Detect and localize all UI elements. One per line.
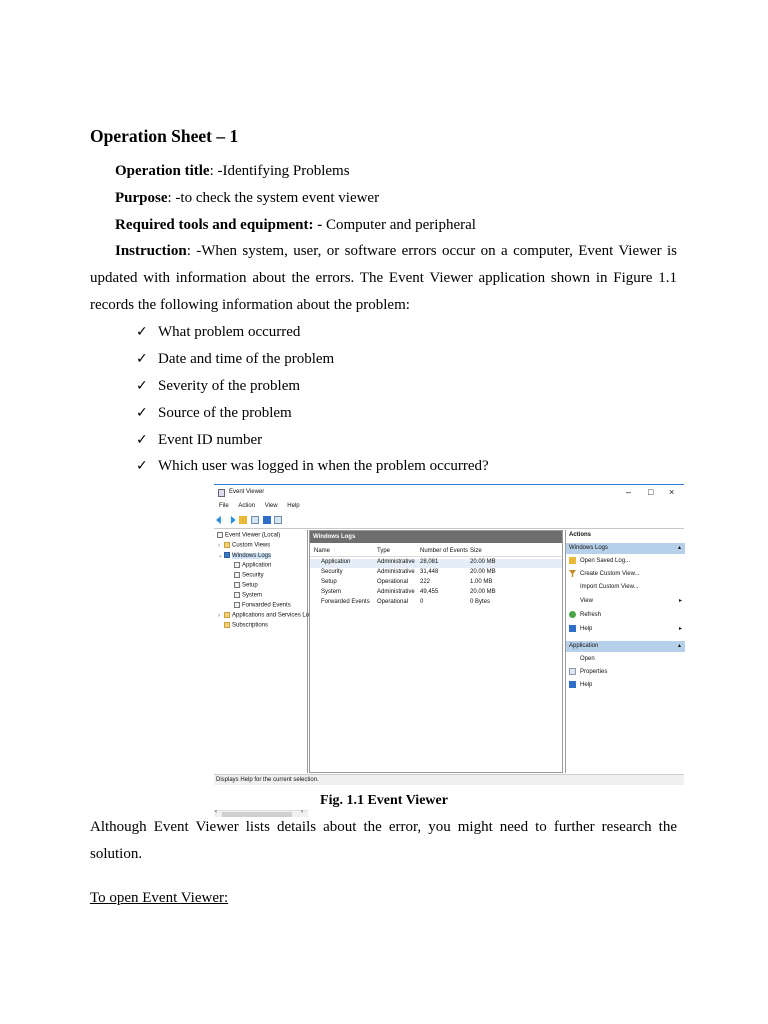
computer-icon bbox=[217, 532, 223, 538]
open-folder-icon bbox=[569, 557, 576, 564]
checklist-item: ✓ Source of the problem bbox=[136, 400, 292, 427]
action-view[interactable]: View ▸ bbox=[569, 597, 593, 604]
blank-icon bbox=[569, 583, 576, 590]
purpose-text: : -to check the system event viewer bbox=[167, 190, 380, 206]
submenu-arrow-icon: ▸ bbox=[679, 598, 683, 604]
action-help[interactable]: Help ▸ bbox=[569, 625, 592, 632]
tree-item-applications-services[interactable]: › Applications and Services Lo bbox=[218, 612, 310, 619]
center-pane-header: Windows Logs bbox=[310, 531, 562, 543]
pane-icon[interactable] bbox=[274, 516, 282, 524]
action-import-custom-view[interactable]: Import Custom View... bbox=[569, 583, 639, 590]
checklist-item: ✓ Severity of the problem bbox=[136, 373, 300, 400]
tree-item-windows-logs[interactable]: ⌄ Windows Logs bbox=[218, 553, 272, 559]
tools-line bbox=[115, 212, 476, 239]
title-bar bbox=[214, 485, 684, 501]
checklist-item: ✓ Event ID number bbox=[136, 427, 262, 454]
toolbar bbox=[216, 516, 284, 528]
back-arrow-icon[interactable] bbox=[216, 516, 224, 524]
center-pane bbox=[309, 530, 563, 773]
checklist-item: ✓ Date and time of the problem bbox=[136, 346, 334, 373]
table-row[interactable]: Forwarded Events Operational 0 0 Bytes bbox=[321, 599, 491, 605]
instruction-line-1 bbox=[115, 238, 677, 265]
table-row[interactable]: System Administrative 49,455 20.00 MB bbox=[321, 589, 496, 595]
window-title: Event Viewer bbox=[229, 489, 265, 495]
tree-item-security[interactable]: Security bbox=[234, 572, 264, 579]
table-row[interactable]: Security Administrative 31,448 20.00 MB bbox=[321, 569, 496, 575]
checklist-item: ✓ Which user was logged in when the problem occurred? bbox=[136, 453, 489, 480]
followup-line-1: Although Event Viewer lists details about the error, you might need to further research the bbox=[90, 819, 677, 835]
submenu-arrow-icon: ▸ bbox=[679, 626, 683, 632]
scroll-left-arrow[interactable]: ‹ bbox=[215, 809, 217, 815]
table-row[interactable]: Application Administrative 28,081 20.00 MB bbox=[321, 559, 496, 565]
checkmark-icon: ✓ bbox=[136, 405, 148, 421]
log-icon bbox=[234, 592, 240, 598]
operation-title-text: : -Identifying Problems bbox=[209, 163, 350, 179]
actions-group-windows-logs[interactable]: Windows Logs ▴ bbox=[566, 543, 685, 554]
tools-text: Computer and peripheral bbox=[322, 217, 476, 233]
console-icon[interactable] bbox=[251, 516, 259, 524]
checkmark-icon: ✓ bbox=[136, 458, 148, 474]
tree-item-setup[interactable]: Setup bbox=[234, 582, 258, 589]
maximize-button[interactable]: □ bbox=[648, 487, 654, 497]
collapse-icon[interactable]: ▴ bbox=[677, 545, 681, 551]
column-type[interactable]: Type bbox=[377, 548, 391, 554]
column-number-of-events[interactable]: Number of Events bbox=[420, 548, 469, 554]
checkmark-icon: ✓ bbox=[136, 351, 148, 367]
help-icon[interactable] bbox=[263, 516, 271, 524]
folder-icon bbox=[224, 542, 230, 548]
instruction-line-2: updated with information about the errors. The Event Viewer application shown in Figure 1.1 bbox=[90, 270, 677, 286]
help-icon bbox=[569, 681, 576, 688]
actions-header: Actions bbox=[569, 532, 592, 538]
menu-file[interactable]: File bbox=[219, 503, 229, 509]
tree-item-system[interactable]: System bbox=[234, 592, 262, 599]
blank-icon bbox=[569, 597, 576, 604]
refresh-icon bbox=[569, 611, 576, 618]
column-name[interactable]: Name bbox=[314, 548, 331, 554]
instruction-line-3: records the following information about the problem: bbox=[90, 297, 410, 313]
checkmark-icon: ✓ bbox=[136, 378, 148, 394]
logs-folder-icon bbox=[224, 552, 230, 558]
toolbar-divider bbox=[214, 528, 684, 529]
menu-action[interactable]: Action bbox=[238, 503, 256, 509]
checklist-item: ✓ What problem occurred bbox=[136, 319, 300, 346]
checkmark-icon: ✓ bbox=[136, 324, 148, 340]
minimize-button[interactable]: – bbox=[626, 487, 632, 497]
followup-line-2: solution. bbox=[90, 846, 143, 862]
blank-icon bbox=[569, 655, 576, 662]
tree-item-forwarded-events[interactable]: Forwarded Events bbox=[234, 602, 291, 609]
open-event-viewer-heading: To open Event Viewer: bbox=[90, 890, 229, 906]
operation-title-line bbox=[115, 158, 350, 185]
menu-view[interactable]: View bbox=[264, 503, 278, 509]
log-icon bbox=[234, 602, 240, 608]
chevron-right-icon[interactable]: › bbox=[218, 612, 220, 619]
folder-icon[interactable] bbox=[239, 516, 247, 524]
purpose-line bbox=[115, 185, 379, 212]
log-icon bbox=[234, 572, 240, 578]
action-refresh[interactable]: Refresh bbox=[569, 611, 601, 618]
action-open[interactable]: Open bbox=[569, 655, 595, 662]
close-button[interactable]: × bbox=[669, 487, 675, 497]
menu-bar bbox=[214, 503, 303, 513]
instruction-text-1: : -When system, user, or software errors occur on a computer, Event Viewer is bbox=[186, 243, 677, 259]
action-help-application[interactable]: Help bbox=[569, 681, 592, 688]
table-row[interactable]: Setup Operational 222 1.00 MB bbox=[321, 579, 493, 585]
figure-caption: Fig. 1.1 Event Viewer bbox=[320, 793, 448, 808]
log-icon bbox=[234, 582, 240, 588]
action-properties[interactable]: Properties bbox=[569, 668, 607, 675]
event-viewer-app-icon bbox=[218, 489, 225, 497]
checkmark-icon: ✓ bbox=[136, 432, 148, 448]
menu-help[interactable]: Help bbox=[287, 503, 300, 509]
folder-icon bbox=[224, 622, 230, 628]
tree-item-subscriptions[interactable]: Subscriptions bbox=[224, 622, 268, 629]
help-icon bbox=[569, 625, 576, 632]
chevron-right-icon[interactable]: › bbox=[218, 542, 220, 549]
page-title: Operation Sheet – 1 bbox=[90, 126, 239, 146]
column-size[interactable]: Size bbox=[470, 548, 482, 554]
tree-item-application[interactable]: Application bbox=[234, 562, 271, 569]
chevron-down-icon[interactable]: ⌄ bbox=[218, 553, 224, 559]
instruction-label: Instruction bbox=[115, 243, 187, 259]
tree-item-custom-views[interactable]: › Custom Views bbox=[218, 542, 271, 549]
column-headers bbox=[310, 547, 562, 557]
forward-arrow-icon[interactable] bbox=[228, 516, 236, 524]
filter-icon bbox=[569, 570, 576, 577]
purpose-label: Purpose bbox=[115, 190, 168, 206]
actions-pane bbox=[565, 530, 684, 773]
operation-title-label: Operation title bbox=[115, 163, 210, 179]
action-open-saved-log[interactable]: Open Saved Log... bbox=[569, 557, 630, 564]
tools-label: Required tools and equipment: - bbox=[115, 217, 323, 233]
properties-icon bbox=[569, 668, 576, 675]
action-create-custom-view[interactable]: Create Custom View... bbox=[569, 570, 640, 577]
tree-item-event-viewer-local[interactable]: Event Viewer (Local) bbox=[217, 532, 280, 539]
log-icon bbox=[234, 562, 240, 568]
status-bar: Displays Help for the current selection. bbox=[214, 774, 684, 785]
folder-icon bbox=[224, 612, 230, 618]
actions-group-application[interactable]: Application ▴ bbox=[566, 641, 685, 652]
collapse-icon[interactable]: ▴ bbox=[677, 643, 681, 649]
scroll-right-arrow[interactable]: › bbox=[301, 809, 303, 815]
